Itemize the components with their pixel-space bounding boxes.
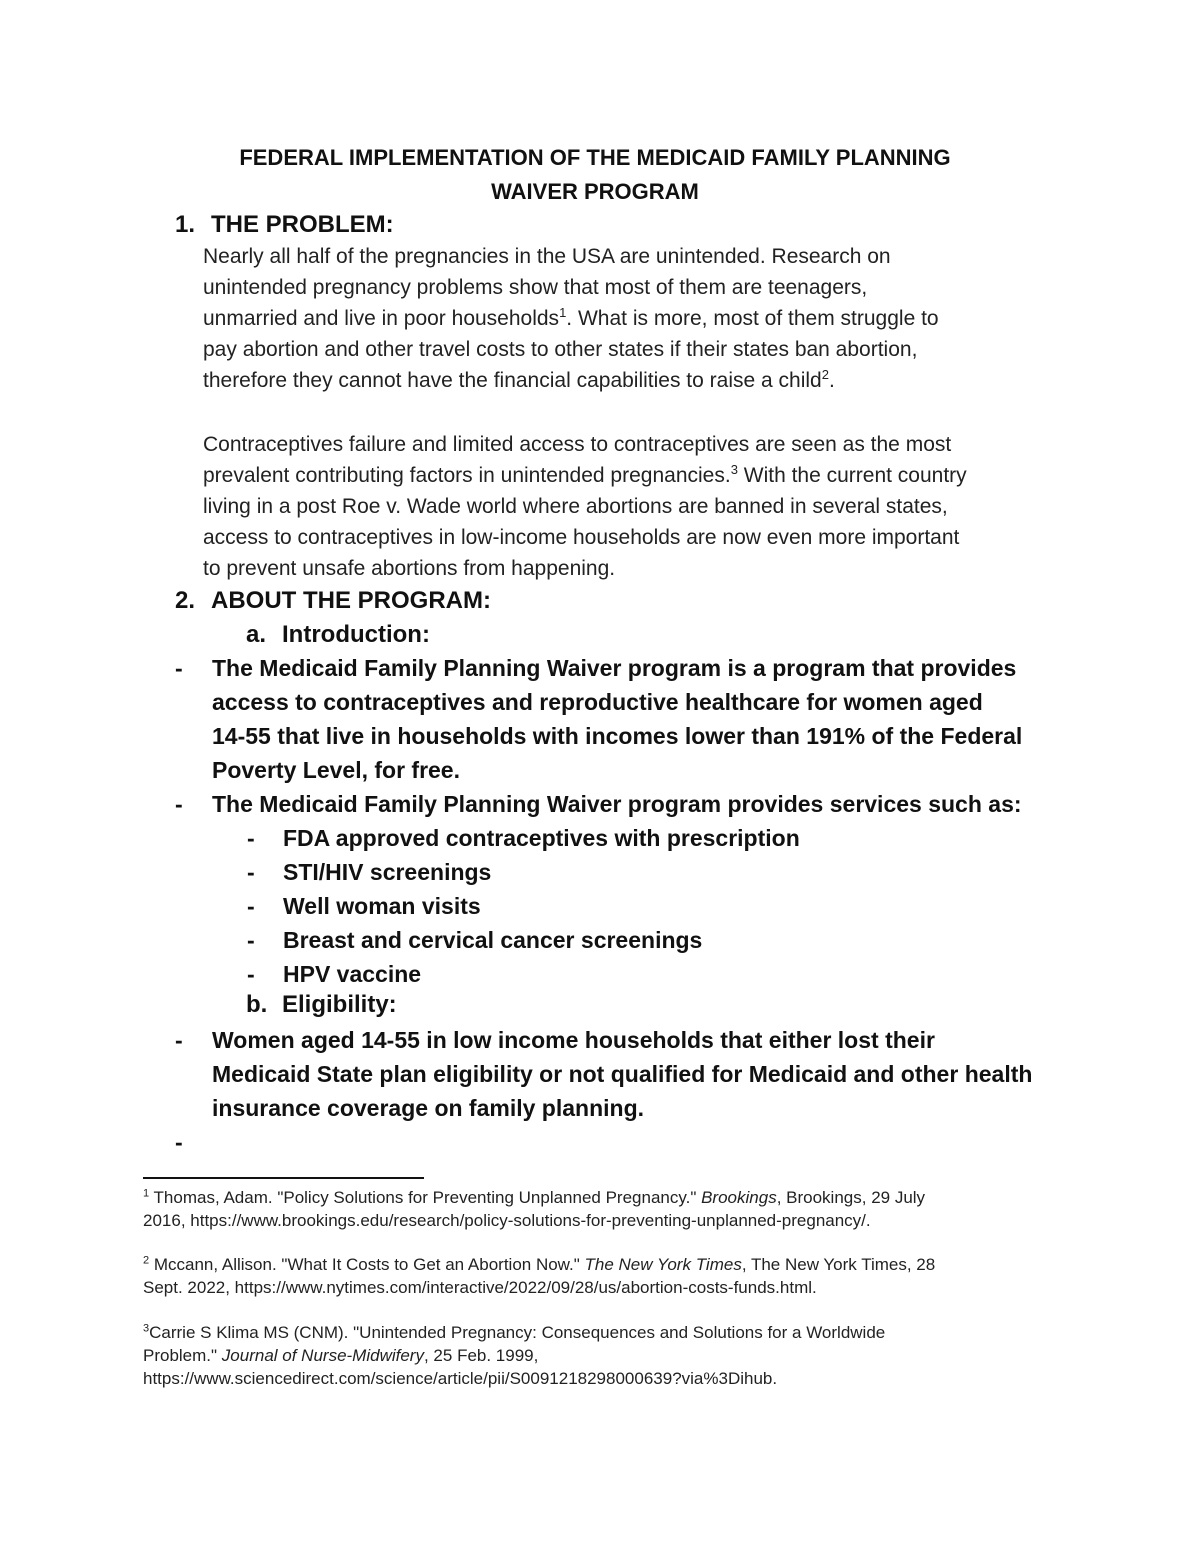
footnote-separator	[143, 1177, 424, 1179]
document-title-line-1: FEDERAL IMPLEMENTATION OF THE MEDICAID FAMILY PLANNING	[239, 145, 951, 170]
service-item: HPV vaccine	[283, 961, 422, 987]
footnote-2-line-1	[143, 1254, 935, 1276]
footnote-1-line-1	[143, 1187, 925, 1209]
services-bullet-line: The Medicaid Family Planning Waiver program provides services such as:	[212, 791, 1022, 817]
problem-paragraph-2-line-1: Contraceptives failure and limited access to contraceptives are seen as the most	[203, 433, 952, 456]
problem-paragraph-1-line-1: Nearly all half of the pregnancies in the USA are unintended. Research on	[203, 245, 891, 268]
problem-paragraph-2-line-5: to prevent unsafe abortions from happening.	[203, 557, 616, 580]
subsection-b-heading: Eligibility:	[282, 991, 397, 1018]
sub-bullet-dash: -	[247, 927, 255, 953]
text-segment: .	[828, 369, 835, 392]
section-1-heading: THE PROBLEM:	[211, 211, 394, 238]
section-1-number: 1.	[175, 211, 196, 238]
text-segment: unmarried and live in poor households	[203, 307, 560, 330]
publication-name: Brookings	[701, 1188, 777, 1207]
footnote-2-mark: 2	[143, 1254, 150, 1267]
text-segment: Problem."	[143, 1346, 222, 1365]
intro-bullet-line-3: 14-55 that live in households with incomes lower than 191% of the Federal	[212, 723, 1023, 749]
section-2-number: 2.	[175, 587, 196, 614]
text-segment: therefore they cannot have the financial capabilities to raise a child	[203, 369, 822, 392]
footnote-3-line-1	[143, 1322, 885, 1344]
bullet-dash: -	[175, 655, 183, 681]
footnote-3-line-2	[143, 1345, 538, 1367]
sub-bullet-dash: -	[247, 961, 255, 987]
eligibility-bullet-line-3: insurance coverage on family planning.	[212, 1095, 645, 1121]
text-segment: , 25 Feb. 1999,	[423, 1346, 539, 1365]
eligibility-bullet-line-1: Women aged 14-55 in low income households that either lost their	[212, 1027, 935, 1053]
section-2-heading: ABOUT THE PROGRAM:	[211, 587, 491, 614]
service-item: Well woman visits	[283, 893, 481, 919]
eligibility-bullet-line-2: Medicaid State plan eligibility or not qualified for Medicaid and other health	[212, 1061, 1033, 1087]
service-item: Breast and cervical cancer screenings	[283, 927, 703, 953]
text-segment: With the current country	[737, 464, 967, 487]
footnote-ref-1[interactable]: 1	[559, 305, 567, 320]
publication-name: The New York Times	[584, 1255, 742, 1274]
subsection-a-heading: Introduction:	[282, 621, 430, 648]
intro-bullet-line-2: access to contraceptives and reproductive healthcare for women aged	[212, 689, 983, 715]
sub-bullet-dash: -	[247, 859, 255, 885]
text-segment: . What is more, most of them struggle to	[566, 307, 939, 330]
footnote-ref-2[interactable]: 2	[821, 367, 829, 382]
footnote-1-link[interactable]: 2016, https://www.brookings.edu/research/policy-solutions-for-preventing-unplanned-pregnancy/.	[143, 1211, 871, 1230]
sub-bullet-dash: -	[247, 893, 255, 919]
text-segment: Mccann, Allison. "What It Costs to Get an Abortion Now."	[149, 1255, 585, 1274]
problem-paragraph-2-line-2	[203, 460, 967, 491]
problem-paragraph-1-line-3	[203, 303, 939, 334]
service-item: FDA approved contraceptives with prescription	[283, 825, 800, 851]
service-item: STI/HIV screenings	[283, 859, 492, 885]
problem-paragraph-1-line-5	[203, 365, 835, 396]
problem-paragraph-1-line-2: unintended pregnancy problems show that most of them are teenagers,	[203, 276, 868, 299]
bullet-dash: -	[175, 1027, 183, 1053]
problem-paragraph-2-line-3: living in a post Roe v. Wade world where abortions are banned in several states,	[203, 495, 948, 518]
text-segment: Carrie S Klima MS (CNM). "Unintended Pregnancy: Consequences and Solutions for a Worldwide	[149, 1323, 886, 1342]
bullet-dash: -	[175, 791, 183, 817]
empty-bullet-dash: -	[175, 1129, 183, 1155]
intro-bullet-line-4: Poverty Level, for free.	[212, 757, 460, 783]
publication-name: Journal of Nurse-Midwifery	[221, 1346, 424, 1365]
text-segment: Thomas, Adam. "Policy Solutions for Preventing Unplanned Pregnancy."	[149, 1188, 702, 1207]
document-title-line-2: WAIVER PROGRAM	[491, 179, 699, 204]
subsection-b-letter: b.	[246, 991, 268, 1018]
problem-paragraph-2-line-4: access to contraceptives in low-income households are now even more important	[203, 526, 960, 549]
footnote-ref-3[interactable]: 3	[730, 462, 738, 477]
text-segment: , Brookings, 29 July	[776, 1188, 926, 1207]
footnote-2-link[interactable]: Sept. 2022, https://www.nytimes.com/interactive/2022/09/28/us/abortion-costs-funds.html.	[143, 1278, 817, 1297]
footnote-3-link[interactable]: https://www.sciencedirect.com/science/article/pii/S0091218298000639?via%3Dihub.	[143, 1369, 778, 1388]
footnote-1-mark: 1	[143, 1187, 150, 1200]
intro-bullet-line-1: The Medicaid Family Planning Waiver program is a program that provides	[212, 655, 1017, 681]
sub-bullet-dash: -	[247, 825, 255, 851]
subsection-a-letter: a.	[246, 621, 267, 648]
problem-paragraph-1-line-4: pay abortion and other travel costs to other states if their states ban abortion,	[203, 338, 918, 361]
text-segment: , The New York Times, 28	[741, 1255, 936, 1274]
text-segment: prevalent contributing factors in unintended pregnancies.	[203, 464, 731, 487]
footnote-3-mark: 3	[143, 1322, 150, 1335]
